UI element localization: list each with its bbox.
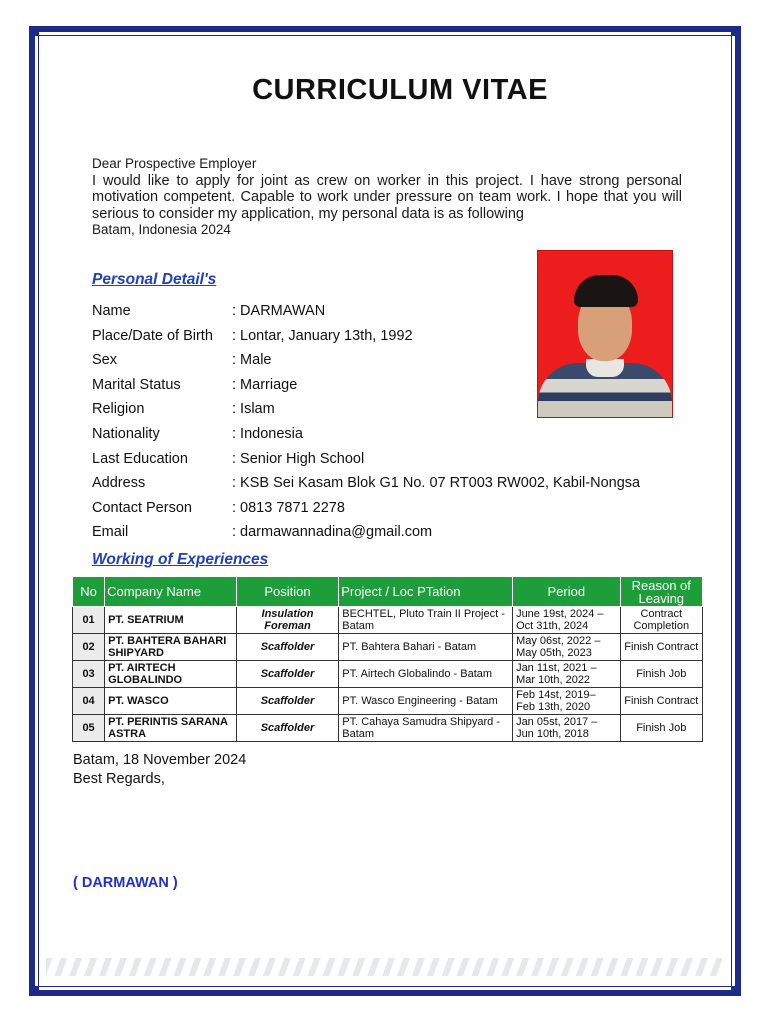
detail-label: Name <box>92 303 131 319</box>
cell-period: May 06st, 2022 – May 05th, 2023 <box>513 634 621 661</box>
header-reason: Reason of Leaving <box>620 577 702 607</box>
detail-value: : DARMAWAN <box>232 303 326 319</box>
cell-no: 01 <box>73 607 105 634</box>
cell-no: 04 <box>73 688 105 715</box>
cell-project: PT. Wasco Engineering - Batam <box>339 688 513 715</box>
detail-label: Contact Person <box>92 499 192 516</box>
personal-details-heading: Personal Detail's <box>92 271 217 288</box>
cell-position: Scaffolder <box>236 688 338 715</box>
cell-period: Jan 05st, 2017 – Jun 10th, 2018 <box>513 715 621 742</box>
header-position: Position <box>236 577 338 607</box>
detail-label: Sex <box>92 352 117 369</box>
table-header-row <box>73 577 703 607</box>
intro-place-date: Batam, Indonesia 2024 <box>92 222 231 237</box>
cell-no: 02 <box>73 634 105 661</box>
photo-collar <box>586 359 624 377</box>
header-no: No <box>73 577 105 607</box>
header-project: Project / Loc PTation <box>339 577 513 607</box>
header-company: Company Name <box>105 577 237 607</box>
cell-position: Scaffolder <box>236 634 338 661</box>
cell-project: PT. Cahaya Samudra Shipyard - Batam <box>339 715 513 742</box>
cell-period: Feb 14st, 2019– Feb 13th, 2020 <box>513 688 621 715</box>
cell-reason: Finish Contract <box>620 634 702 661</box>
cell-reason: Contract Completion <box>620 607 702 634</box>
detail-label: Last Education <box>92 450 188 467</box>
intro-block <box>92 156 682 239</box>
watermark-stripe <box>46 958 722 976</box>
detail-value: : Marriage <box>232 376 298 393</box>
detail-label: Nationality <box>92 426 160 442</box>
cell-no: 03 <box>73 661 105 688</box>
work-experience-heading: Working of Experiences <box>92 551 269 568</box>
detail-label: Marital Status <box>92 376 181 393</box>
detail-label: Address <box>92 475 146 492</box>
work-experience-table <box>72 576 703 742</box>
cell-position: Scaffolder <box>236 715 338 742</box>
table-row <box>73 634 703 661</box>
cell-reason: Finish Job <box>620 661 702 688</box>
detail-value: : Islam <box>232 401 275 418</box>
cell-period: Jan 11st, 2021 – Mar 10th, 2022 <box>513 661 621 688</box>
photo-hair <box>574 275 638 307</box>
closing-regards: Best Regards, <box>73 771 165 787</box>
detail-value: : Lontar, January 13th, 1992 <box>232 327 413 344</box>
corner-ornament-tl <box>29 26 39 36</box>
profile-photo <box>538 251 672 417</box>
cell-reason: Finish Contract <box>620 688 702 715</box>
detail-value: : 0813 7871 2278 <box>232 499 345 516</box>
cell-project: PT. Bahtera Bahari - Batam <box>339 634 513 661</box>
intro-paragraph: I would like to apply for joint as crew on worker in this project. I have strong personal motivation competent. Capable to work under pressure on team work. I hope that you will serious to consider my application, my personal data is as following <box>92 172 682 222</box>
cell-company: PT. WASCO <box>105 688 237 715</box>
cell-reason: Finish Job <box>620 715 702 742</box>
greeting: Dear Prospective Employer <box>92 156 257 171</box>
header-period: Period <box>513 577 621 607</box>
detail-value: : darmawannadina@gmail.com <box>232 524 433 541</box>
closing-place-date: Batam, 18 November 2024 <box>73 752 247 768</box>
cell-project: PT. Airtech Globalindo - Batam <box>339 661 513 688</box>
cell-position: Scaffolder <box>236 661 338 688</box>
corner-ornament-br <box>731 986 741 996</box>
closing-block <box>73 751 246 789</box>
detail-value: : Indonesia <box>232 426 303 442</box>
cell-company: PT. BAHTERA BAHARI SHIPYARD <box>105 634 237 661</box>
cell-company: PT. AIRTECH GLOBALINDO <box>105 661 237 688</box>
detail-value: : Male <box>232 352 272 369</box>
cell-position: Insulation Foreman <box>236 607 338 634</box>
corner-ornament-tr <box>731 26 741 36</box>
detail-value: : Senior High School <box>232 450 365 467</box>
table-row <box>73 715 703 742</box>
detail-label: Religion <box>92 401 145 418</box>
table-row <box>73 661 703 688</box>
cell-period: June 19st, 2024 – Oct 31th, 2024 <box>513 607 621 634</box>
cell-company: PT. PERINTIS SARANA ASTRA <box>105 715 237 742</box>
table-row <box>73 607 703 634</box>
corner-ornament-bl <box>29 986 39 996</box>
cell-company: PT. SEATRIUM <box>105 607 237 634</box>
table-row <box>73 688 703 715</box>
cell-project: BECHTEL, Pluto Train II Project - Batam <box>339 607 513 634</box>
detail-value: : KSB Sei Kasam Blok G1 No. 07 RT003 RW002, Kabil-Nongsa <box>232 475 641 492</box>
document-title: CURRICULUM VITAE <box>252 74 548 106</box>
signature-name: ( DARMAWAN ) <box>73 875 178 891</box>
detail-label: Place/Date of Birth <box>92 327 213 344</box>
detail-label: Email <box>92 524 129 541</box>
cell-no: 05 <box>73 715 105 742</box>
